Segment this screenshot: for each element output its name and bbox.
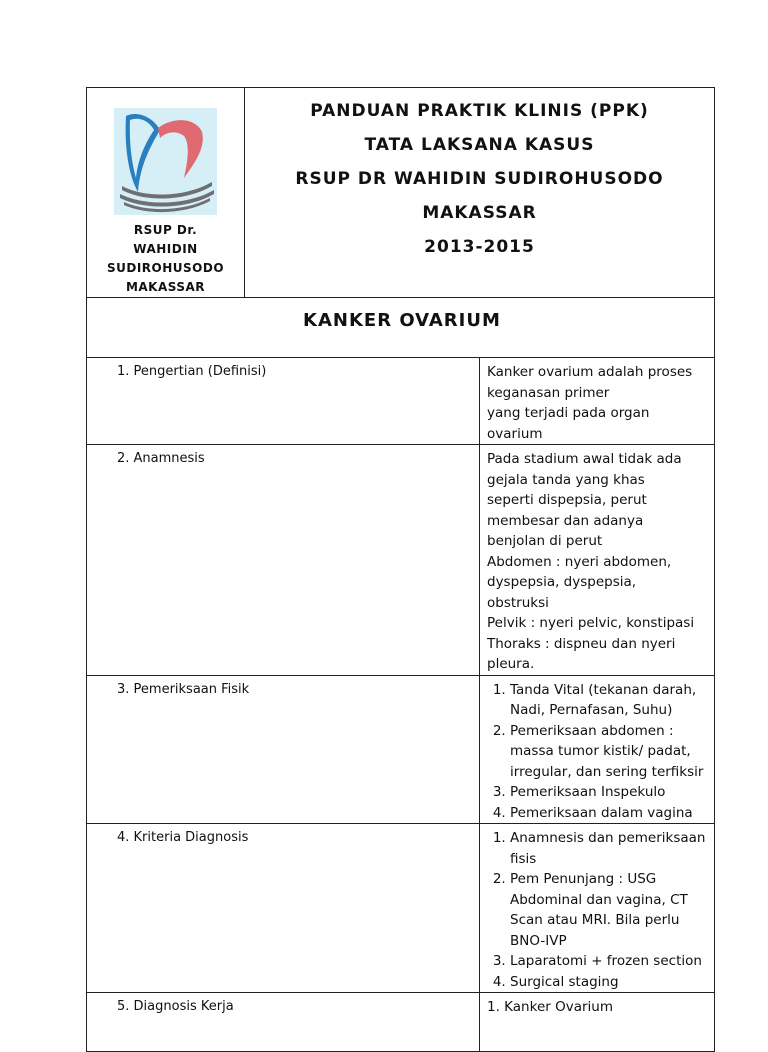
content-line: Kanker ovarium adalah proses keganasan primer [487,364,693,401]
table-row [87,675,715,824]
document-title-line: MAKASSAR [422,203,537,223]
table-row [87,993,715,1052]
list-item: 4. Surgical staging [510,972,706,993]
row-content [480,358,715,445]
list-item: 1. Anamnesis dan pemeriksaan fisis [510,828,706,869]
hospital-name-line: RSUP Dr. [133,223,198,237]
table-row [87,445,715,676]
content-line: Pelvik : nyeri pelvic, konstipasi [487,615,695,631]
row-label: 3. Pemeriksaan Fisik [87,675,480,824]
hospital-name-line: MAKASSAR [125,280,206,294]
hospital-logo [114,108,217,215]
list-item: 2. Pemeriksaan abdomen : massa tumor kistik/ padat, irregular, dan sering terfiksir [510,721,706,783]
content-line: Pada stadium awal tidak ada gejala tanda yang khas [487,451,682,488]
list-item: 3. Laparatomi + frozen section [510,951,706,972]
ppk-document-table [86,87,715,1052]
section-title: KANKER OVARIUM [303,310,501,331]
content-line: Thoraks : dispneu dan nyeri pleura. [487,635,676,672]
list-item: 2. Pem Penunjang : USG Abdominal dan vagina, CT Scan atau MRI. Bila perlu BNO-IVP [510,869,706,951]
row-content [480,675,715,824]
hospital-name [87,221,244,297]
document-title-line: 2013-2015 [424,237,535,257]
hospital-name-line: SUDIROHUSODO [106,261,225,275]
header-row [87,88,715,298]
row-label: 5. Diagnosis Kerja [87,993,480,1052]
row-content [480,445,715,676]
row-content [480,993,715,1052]
content-line: 1. Kanker Ovarium [487,999,613,1015]
table-row [87,358,715,445]
row-label: 1. Pengertian (Definisi) [87,358,480,445]
table-row [87,824,715,993]
row-content [480,824,715,993]
content-line: benjolan di perut [487,533,603,549]
list-item: 3. Pemeriksaan Inspekulo [510,782,706,803]
list-item: 1. Tanda Vital (tekanan darah, Nadi, Pernafasan, Suhu) [510,680,706,721]
hospital-name-line: WAHIDIN [133,242,198,256]
row-label: 2. Anamnesis [87,445,480,676]
document-title-line: PANDUAN PRAKTIK KLINIS (PPK) [310,101,649,121]
logo-cell [87,88,245,298]
content-line: obstruksi [487,594,549,611]
title-cell [245,88,715,298]
document-title-line: TATA LAKSANA KASUS [364,135,595,155]
hospital-logo-icon [114,108,217,215]
list-item: 4. Pemeriksaan dalam vagina [510,803,706,824]
content-line: seperti dispepsia, perut membesar dan adanya [487,492,647,529]
row-label: 4. Kriteria Diagnosis [87,824,480,993]
document-title-line: RSUP DR WAHIDIN SUDIROHUSODO [295,169,664,189]
content-line: yang terjadi pada organ ovarium [487,405,650,442]
section-title-row [87,298,715,358]
content-line: Abdomen : nyeri abdomen, dyspepsia, dyspepsia, [487,553,672,590]
